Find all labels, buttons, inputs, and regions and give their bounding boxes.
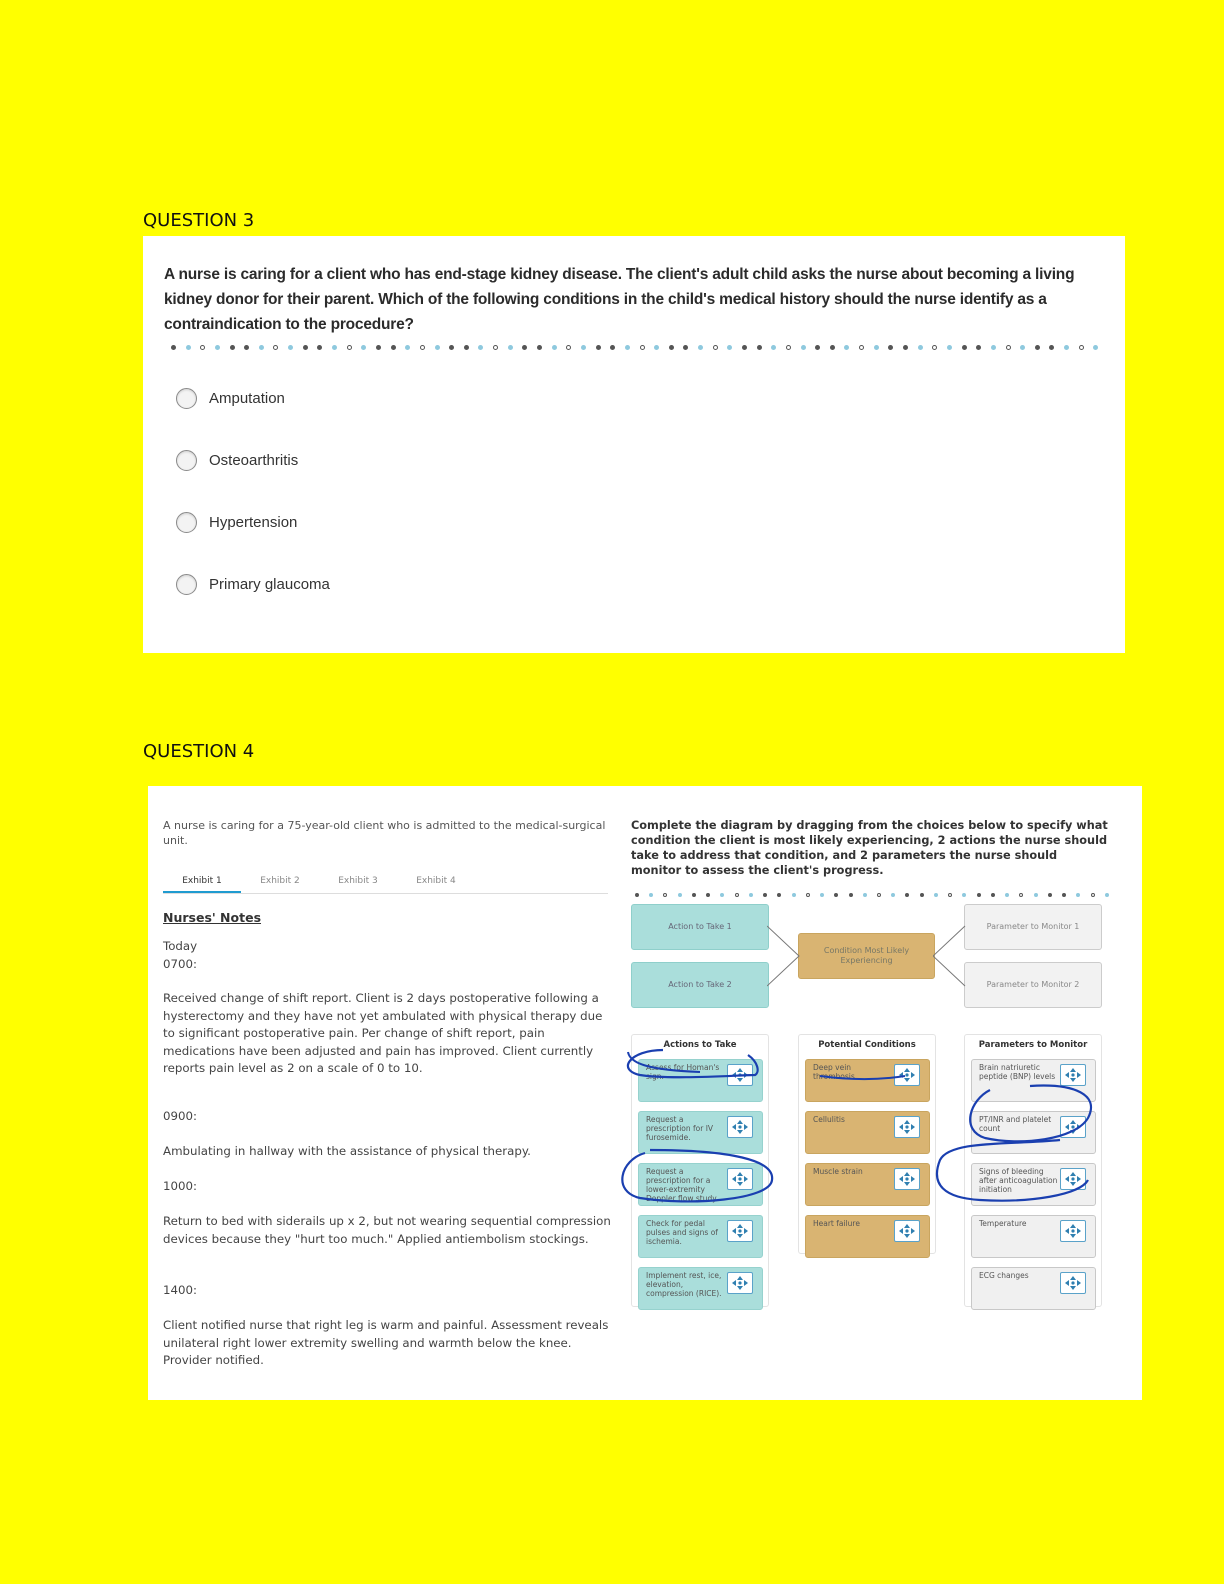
divider-dot xyxy=(976,345,981,350)
radio-button-icon[interactable] xyxy=(176,512,197,533)
column-header: Potential Conditions xyxy=(818,1040,916,1050)
divider-dot xyxy=(1020,345,1025,350)
option-card-text: Check for pedal pulses and signs of ischemia. xyxy=(646,1219,718,1246)
tab-exhibit-1[interactable]: Exhibit 1 xyxy=(163,868,241,893)
conditions-column xyxy=(798,1034,936,1254)
divider-dot xyxy=(763,893,767,897)
note-time: 1000: xyxy=(163,1179,197,1193)
drop-zone-parameter-2[interactable]: Parameter to Monitor 2 xyxy=(964,962,1102,1008)
column-header: Actions to Take xyxy=(663,1040,737,1050)
divider-dot xyxy=(698,345,703,350)
divider-dot xyxy=(273,345,278,350)
option-label: Hypertension xyxy=(209,514,298,531)
draggable-option-card[interactable] xyxy=(638,1215,763,1258)
divider-dot xyxy=(1049,345,1054,350)
option-osteoarthritis[interactable] xyxy=(176,450,298,471)
note-time: Today 0700: xyxy=(163,939,198,971)
drag-move-icon[interactable] xyxy=(1060,1168,1086,1190)
drop-zone-action-1[interactable]: Action to Take 1 xyxy=(631,904,769,950)
draggable-option-card[interactable] xyxy=(971,1215,1096,1258)
exhibit-pane xyxy=(163,818,611,1367)
radio-button-icon[interactable] xyxy=(176,450,197,471)
draggable-option-card[interactable] xyxy=(805,1215,930,1258)
divider-dot xyxy=(259,345,264,350)
tab-exhibit-4[interactable]: Exhibit 4 xyxy=(416,876,456,886)
divider-dot xyxy=(891,893,895,897)
divider-dot xyxy=(683,345,688,350)
draggable-option-card[interactable] xyxy=(638,1267,763,1310)
draggable-option-card[interactable] xyxy=(805,1111,930,1154)
drag-move-icon[interactable] xyxy=(727,1220,753,1242)
divider-dot xyxy=(830,345,835,350)
question-4-intro: A nurse is caring for a 75-year-old client who is admitted to the medical-surgical unit. xyxy=(163,819,606,847)
divider-dot xyxy=(1062,893,1066,897)
divider-dot xyxy=(625,345,630,350)
divider-dot xyxy=(1079,345,1084,350)
divider-dot xyxy=(735,893,739,897)
divider-dot xyxy=(361,345,366,350)
divider-dot xyxy=(649,893,653,897)
drag-move-icon[interactable] xyxy=(1060,1220,1086,1242)
note-entry: Ambulating in hallway with the assistance of physical therapy. xyxy=(163,1144,531,1158)
dot-divider xyxy=(635,892,1109,898)
divider-dot xyxy=(1064,345,1069,350)
divider-dot xyxy=(493,345,498,350)
divider-dot xyxy=(1034,893,1038,897)
option-card-text: Assess for Homan's sign. xyxy=(646,1063,720,1081)
nurses-notes-title: Nurses' Notes xyxy=(163,910,262,925)
divider-dot xyxy=(635,893,639,897)
divider-dot xyxy=(669,345,674,350)
divider-dot xyxy=(610,345,615,350)
divider-dot xyxy=(947,345,952,350)
divider-dot xyxy=(706,893,710,897)
divider-dot xyxy=(1035,345,1040,350)
parameters-column xyxy=(964,1034,1102,1307)
option-label: Primary glaucoma xyxy=(209,576,330,593)
divider-dot xyxy=(1093,345,1098,350)
divider-dot xyxy=(435,345,440,350)
option-card-text: Request a prescription for a lower-extremity Doppler flow study xyxy=(646,1167,717,1203)
divider-dot xyxy=(863,893,867,897)
draggable-option-card[interactable] xyxy=(638,1163,763,1206)
drop-zone-parameter-1[interactable]: Parameter to Monitor 1 xyxy=(964,904,1102,950)
divider-dot xyxy=(920,893,924,897)
divider-dot xyxy=(640,345,645,350)
divider-dot xyxy=(874,345,879,350)
divider-dot xyxy=(713,345,718,350)
question-4-title: QUESTION 4 xyxy=(143,741,255,762)
divider-dot xyxy=(376,345,381,350)
divider-dot xyxy=(777,893,781,897)
divider-dot xyxy=(1006,345,1011,350)
draggable-option-card[interactable] xyxy=(805,1059,930,1102)
draggable-option-card[interactable] xyxy=(805,1163,930,1206)
divider-dot xyxy=(552,345,557,350)
question-3-title: QUESTION 3 xyxy=(143,210,255,231)
column-header: Parameters to Monitor xyxy=(978,1040,1088,1050)
option-card-text: Cellulitis xyxy=(813,1115,845,1124)
option-card-text: Temperature xyxy=(979,1219,1027,1228)
divider-dot xyxy=(200,345,205,350)
question-4-panel xyxy=(148,786,1142,1400)
divider-dot xyxy=(1005,893,1009,897)
divider-dot xyxy=(771,345,776,350)
divider-dot xyxy=(962,345,967,350)
drag-move-icon[interactable] xyxy=(727,1116,753,1138)
divider-dot xyxy=(654,345,659,350)
option-primary-glaucoma[interactable] xyxy=(176,574,330,595)
divider-dot xyxy=(877,893,881,897)
draggable-option-card[interactable] xyxy=(971,1059,1096,1102)
radio-button-icon[interactable] xyxy=(176,388,197,409)
divider-dot xyxy=(1019,893,1023,897)
dot-divider xyxy=(171,343,1099,351)
option-card-text: Heart failure xyxy=(813,1219,860,1228)
divider-dot xyxy=(934,893,938,897)
drag-move-icon[interactable] xyxy=(727,1168,753,1190)
divider-dot xyxy=(317,345,322,350)
diagram-connector-left xyxy=(767,916,801,996)
note-time: 0900: xyxy=(163,1109,197,1123)
actions-column xyxy=(631,1034,769,1307)
divider-dot xyxy=(859,345,864,350)
note-entry: Return to bed with siderails up x 2, but not wearing sequential compression devices because they "hurt too much." Applied antiembolism stockings. xyxy=(163,1214,611,1246)
drop-zone-action-2[interactable]: Action to Take 2 xyxy=(631,962,769,1008)
divider-dot xyxy=(720,893,724,897)
drop-zone-condition[interactable]: Condition Most Likely Experiencing xyxy=(798,933,935,979)
draggable-option-card[interactable] xyxy=(971,1267,1096,1310)
divider-dot xyxy=(903,345,908,350)
drag-move-icon[interactable] xyxy=(894,1168,920,1190)
note-entry: Client notified nurse that right leg is warm and painful. Assessment reveals unilateral right lower extremity swelling and warmth below the knee. Provider notified. xyxy=(163,1318,609,1367)
drag-move-icon[interactable] xyxy=(1060,1064,1086,1086)
divider-dot xyxy=(1105,893,1109,897)
option-card-text: ECG changes xyxy=(979,1271,1029,1280)
divider-dot xyxy=(792,893,796,897)
divider-dot xyxy=(948,893,952,897)
option-label: Amputation xyxy=(209,390,285,407)
divider-dot xyxy=(215,345,220,350)
divider-dot xyxy=(303,345,308,350)
drag-move-icon[interactable] xyxy=(1060,1116,1086,1138)
divider-dot xyxy=(566,345,571,350)
divider-dot xyxy=(596,345,601,350)
divider-dot xyxy=(742,345,747,350)
divider-dot xyxy=(230,345,235,350)
divider-dot xyxy=(815,345,820,350)
divider-dot xyxy=(678,893,682,897)
divider-dot xyxy=(332,345,337,350)
divider-dot xyxy=(420,345,425,350)
divider-dot xyxy=(844,345,849,350)
divider-dot xyxy=(508,345,513,350)
tab-exhibit-2[interactable]: Exhibit 2 xyxy=(260,876,300,886)
divider-dot xyxy=(537,345,542,350)
divider-dot xyxy=(478,345,483,350)
divider-dot xyxy=(1048,893,1052,897)
divider-dot xyxy=(186,345,191,350)
divider-dot xyxy=(522,345,527,350)
draggable-option-card[interactable] xyxy=(638,1111,763,1154)
question-3-stem: A nurse is caring for a client who has end-stage kidney disease. The client's adult child asks the nurse about becoming a living kidney donor for their parent. Which of the following conditions in the child's medical history should the nurse identify as a contraindication to the procedure? xyxy=(164,266,1075,333)
divider-dot xyxy=(834,893,838,897)
option-card-text: Deep vein thrombosis xyxy=(813,1063,855,1081)
divider-dot xyxy=(391,345,396,350)
divider-dot xyxy=(786,345,791,350)
divider-dot xyxy=(888,345,893,350)
option-card-text: Brain natriuretic peptide (BNP) levels xyxy=(979,1063,1056,1081)
divider-dot xyxy=(727,345,732,350)
divider-dot xyxy=(806,893,810,897)
divider-dot xyxy=(918,345,923,350)
divider-dot xyxy=(1076,893,1080,897)
option-hypertension[interactable] xyxy=(176,512,297,533)
option-card-text: Muscle strain xyxy=(813,1167,863,1176)
drag-move-icon[interactable] xyxy=(727,1064,753,1086)
option-card-text: PT/INR and platelet count xyxy=(979,1115,1052,1133)
option-amputation[interactable] xyxy=(176,388,285,409)
divider-dot xyxy=(171,345,176,350)
divider-dot xyxy=(692,893,696,897)
option-card-text: Implement rest, ice, elevation, compression (RICE). xyxy=(646,1271,722,1298)
divider-dot xyxy=(820,893,824,897)
divider-dot xyxy=(801,345,806,350)
diagram-connector-right xyxy=(933,916,967,996)
divider-dot xyxy=(347,345,352,350)
option-label: Osteoarthritis xyxy=(209,452,299,469)
option-card-text: Signs of bleeding after anticoagulation initiation xyxy=(979,1167,1058,1194)
divider-dot xyxy=(449,345,454,350)
divider-dot xyxy=(288,345,293,350)
divider-dot xyxy=(464,345,469,350)
note-time: 1400: xyxy=(163,1283,197,1297)
exhibit-tabs xyxy=(163,868,608,894)
question-3-panel xyxy=(143,236,1125,653)
tab-exhibit-3[interactable]: Exhibit 3 xyxy=(338,876,378,886)
drag-move-icon[interactable] xyxy=(894,1220,920,1242)
radio-button-icon[interactable] xyxy=(176,574,197,595)
diagram-pane xyxy=(631,786,1131,1400)
divider-dot xyxy=(663,893,667,897)
option-card-text: Request a prescription for IV furosemide. xyxy=(646,1115,714,1142)
drag-move-icon[interactable] xyxy=(894,1064,920,1086)
divider-dot xyxy=(991,893,995,897)
draggable-option-card[interactable] xyxy=(638,1059,763,1102)
divider-dot xyxy=(977,893,981,897)
divider-dot xyxy=(849,893,853,897)
drag-move-icon[interactable] xyxy=(894,1116,920,1138)
divider-dot xyxy=(905,893,909,897)
draggable-option-card[interactable] xyxy=(971,1163,1096,1206)
divider-dot xyxy=(1091,893,1095,897)
divider-dot xyxy=(962,893,966,897)
divider-dot xyxy=(405,345,410,350)
divider-dot xyxy=(581,345,586,350)
divider-dot xyxy=(991,345,996,350)
draggable-option-card[interactable] xyxy=(971,1111,1096,1154)
divider-dot xyxy=(244,345,249,350)
drag-move-icon[interactable] xyxy=(1060,1272,1086,1294)
divider-dot xyxy=(932,345,937,350)
note-entry: Received change of shift report. Client is 2 days postoperative following a hysterectomy and they have not yet ambulated with physical therapy due to significant postoperative pain. Per change of shift report, pain medications have been adjusted and pain has improved. Client currently reports pain level as 2 on a scale of 0 to 10. xyxy=(163,991,603,1075)
question-4-instructions: Complete the diagram by dragging from the choices below to specify what condition the client is most likely experiencing, 2 actions the nurse should take to address that condition, and 2 parameters the nurse should monitor to assess the client's progress. xyxy=(631,819,1108,877)
divider-dot xyxy=(757,345,762,350)
drag-move-icon[interactable] xyxy=(727,1272,753,1294)
divider-dot xyxy=(749,893,753,897)
